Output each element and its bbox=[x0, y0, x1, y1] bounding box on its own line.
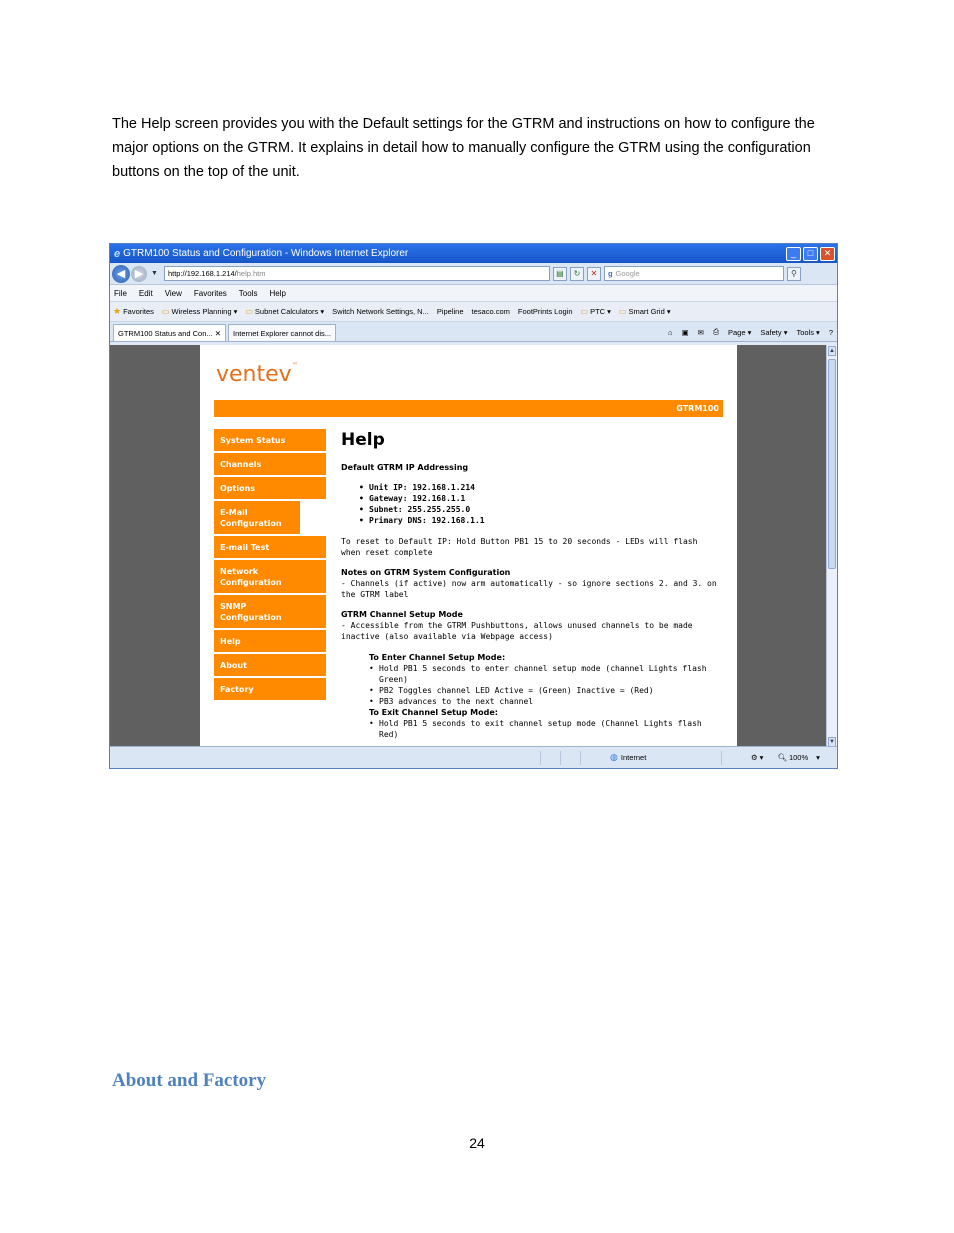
mail-icon[interactable]: ✉ bbox=[697, 327, 704, 337]
home-icon[interactable]: ⌂ bbox=[668, 327, 673, 337]
enter-list bbox=[369, 663, 714, 707]
tab-gtrm[interactable]: GTRM100 Status and Con... ✕ bbox=[113, 324, 226, 341]
menu-file[interactable]: File bbox=[114, 288, 127, 298]
banner-bar: GTRM100 bbox=[214, 400, 723, 417]
list-item: • Primary DNS: 192.168.1.1 bbox=[359, 515, 731, 526]
stop-icon[interactable]: ✕ bbox=[587, 267, 601, 281]
address-bar bbox=[110, 263, 837, 285]
menu-help[interactable]: Help bbox=[269, 288, 286, 298]
setup-steps bbox=[369, 652, 714, 740]
page-menu[interactable]: Page ▾ bbox=[727, 327, 752, 337]
list-item: • PB2 Toggles channel LED Active = (Green) Inactive = (Red) bbox=[369, 685, 714, 696]
nav-email-test[interactable]: E-mail Test bbox=[214, 536, 326, 558]
section-heading: About and Factory bbox=[112, 1070, 267, 1091]
tools-menu[interactable]: Tools ▾ bbox=[796, 327, 820, 337]
list-item: • Hold PB1 5 seconds to enter channel setup mode (channel Lights flash Green) bbox=[369, 663, 714, 685]
globe-icon: ◍ bbox=[610, 752, 618, 762]
exit-heading: To Exit Channel Setup Mode: bbox=[369, 708, 498, 717]
nav-factory[interactable]: Factory bbox=[214, 678, 326, 700]
window-title: GTRM100 Status and Configuration - Windows Internet Explorer bbox=[123, 248, 409, 259]
ventev-logo: ventev™ bbox=[216, 362, 298, 387]
list-item: • Hold PB1 5 seconds to exit channel setup mode (Channel Lights flash Red) bbox=[369, 718, 714, 740]
star-icon: ★ bbox=[113, 306, 122, 316]
zoom-dropdown-icon[interactable]: ▾ bbox=[816, 753, 820, 762]
minimize-icon[interactable]: _ bbox=[786, 247, 801, 261]
favorites-bar bbox=[110, 302, 837, 322]
menu-view[interactable]: View bbox=[164, 288, 182, 298]
list-item: • PB3 advances to the next channel bbox=[369, 696, 714, 707]
window-titlebar bbox=[110, 244, 837, 263]
favorites-button[interactable]: ★ Favorites bbox=[113, 306, 154, 316]
tab-close-icon[interactable]: ✕ bbox=[214, 328, 222, 338]
nav-help[interactable]: Help bbox=[214, 630, 326, 652]
nav-options[interactable]: Options bbox=[214, 477, 326, 499]
status-zone: Internet bbox=[620, 753, 647, 762]
tab-bar bbox=[110, 322, 837, 342]
nav-system-status[interactable]: System Status bbox=[214, 429, 326, 451]
zoom-icon[interactable]: 🔍︎ bbox=[777, 753, 787, 762]
fav-tesaco[interactable]: tesaco.com bbox=[471, 307, 510, 316]
fav-footprints[interactable]: FootPrints Login bbox=[517, 307, 573, 316]
compatibility-icon[interactable]: ▤ bbox=[553, 267, 567, 281]
search-input[interactable]: g Google bbox=[604, 266, 784, 281]
list-item: • Unit IP: 192.168.1.214 bbox=[359, 482, 731, 493]
page-number: 24 bbox=[469, 1135, 485, 1151]
back-icon[interactable]: ◀ bbox=[112, 265, 130, 283]
menu-favorites[interactable]: Favorites bbox=[193, 288, 227, 298]
addr-list bbox=[359, 482, 731, 526]
setup-text: - Accessible from the GTRM Pushbuttons, allows unused channels to be made inactive (also available via Webpage access) bbox=[341, 621, 693, 641]
fav-ptc[interactable]: ▭ PTC ▾ bbox=[580, 307, 611, 316]
forward-icon[interactable]: ▶ bbox=[131, 266, 147, 282]
notes-heading: Notes on GTRM System Configuration bbox=[341, 568, 511, 577]
menu-tools[interactable]: Tools bbox=[238, 288, 258, 298]
nav-network-configuration[interactable]: Network Configuration bbox=[214, 560, 326, 593]
reset-text: To reset to Default IP: Hold Button PB1 15 to 20 seconds - LEDs will flash when reset complete bbox=[341, 537, 698, 557]
exit-list bbox=[369, 718, 714, 740]
search-icon[interactable]: ⚲ bbox=[787, 267, 801, 281]
vertical-scrollbar[interactable] bbox=[826, 345, 837, 748]
browser-screenshot bbox=[109, 243, 838, 769]
command-bar bbox=[659, 323, 837, 341]
url-field[interactable]: http://192.168.1.214/ help.htm bbox=[164, 266, 550, 281]
help-icon[interactable]: ? bbox=[828, 327, 833, 337]
folder-icon: ▭ bbox=[580, 307, 589, 316]
nav-about[interactable]: About bbox=[214, 654, 326, 676]
feeds-icon[interactable]: ▣ bbox=[681, 327, 689, 337]
scroll-thumb[interactable] bbox=[828, 359, 836, 569]
tab-ie-error[interactable]: Internet Explorer cannot dis... bbox=[228, 324, 336, 341]
folder-icon: ▭ bbox=[161, 307, 170, 316]
help-title: Help bbox=[341, 430, 385, 450]
fav-smart-grid[interactable]: ▭ Smart Grid ▾ bbox=[618, 307, 671, 316]
fav-subnet-calculators[interactable]: ▭ Subnet Calculators ▾ bbox=[245, 307, 325, 316]
intro-paragraph: The Help screen provides you with the Default settings for the GTRM and instructions on how to configure the major options on the GTRM. It explains in detail how to manually configure the GTRM using the configuration buttons on the top of the unit. bbox=[112, 116, 815, 180]
scroll-down-icon[interactable]: ▼ bbox=[829, 739, 835, 745]
fav-switch-network[interactable]: Switch Network Settings, N... bbox=[332, 307, 429, 316]
scroll-up-icon[interactable]: ▲ bbox=[829, 348, 835, 354]
page-viewport bbox=[110, 345, 828, 748]
list-item: • Gateway: 192.168.1.1 bbox=[359, 493, 731, 504]
folder-icon: ▭ bbox=[618, 307, 627, 316]
nav-channels[interactable]: Channels bbox=[214, 453, 326, 475]
folder-icon: ▭ bbox=[245, 307, 253, 316]
status-bar bbox=[110, 746, 837, 768]
maximize-icon[interactable]: □ bbox=[803, 247, 818, 261]
menu-bar bbox=[110, 285, 837, 302]
enter-heading: To Enter Channel Setup Mode: bbox=[369, 653, 506, 662]
web-page bbox=[200, 345, 737, 748]
menu-edit[interactable]: Edit bbox=[138, 288, 153, 298]
addr-heading: Default GTRM IP Addressing bbox=[341, 463, 469, 472]
google-icon: g bbox=[607, 269, 613, 278]
close-icon[interactable]: ✕ bbox=[820, 247, 835, 261]
nav-snmp-configuration[interactable]: SNMP Configuration bbox=[214, 595, 326, 628]
zoom-level[interactable]: 100% bbox=[788, 753, 809, 762]
side-nav bbox=[214, 429, 326, 702]
nav-email-configuration[interactable]: E-Mail Configuration bbox=[214, 501, 300, 534]
notes-text: - Channels (if active) now arm automatically - so ignore sections 2. and 3. on the GTRM label bbox=[341, 579, 717, 599]
help-content bbox=[341, 429, 731, 740]
ie-logo-icon: e bbox=[114, 247, 121, 260]
fav-wireless-planning[interactable]: ▭ Wireless Planning ▾ bbox=[161, 307, 238, 316]
protected-mode-icon[interactable]: ⚙ ▾ bbox=[750, 753, 764, 762]
history-dropdown-icon[interactable]: ▼ bbox=[151, 270, 158, 277]
setup-heading: GTRM Channel Setup Mode bbox=[341, 610, 463, 619]
safety-menu[interactable]: Safety ▾ bbox=[760, 327, 788, 337]
print-icon[interactable]: ⎙ bbox=[712, 327, 719, 336]
fav-pipeline[interactable]: Pipeline bbox=[436, 307, 464, 316]
refresh-icon[interactable]: ↻ bbox=[570, 267, 584, 281]
list-item: • Subnet: 255.255.255.0 bbox=[359, 504, 731, 515]
